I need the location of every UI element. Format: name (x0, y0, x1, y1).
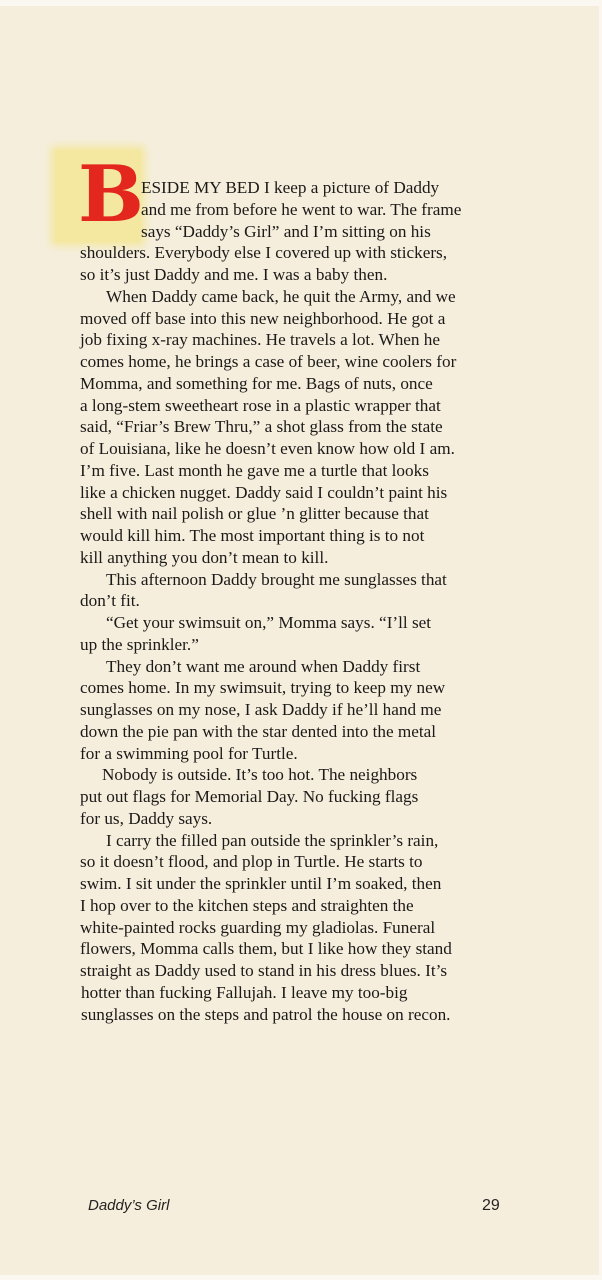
text-line: flowers, Momma calls them, but I like how they stand (80, 939, 452, 959)
story-body (80, 177, 520, 1025)
text-line: comes home. In my swimsuit, trying to keep my new (80, 678, 446, 698)
text-line: said, “Friar’s Brew Thru,” a shot glass from the state (80, 417, 443, 437)
paragraph (80, 177, 520, 286)
text-line: sunglasses on the steps and patrol the house on recon. (81, 1004, 451, 1024)
dropcap-letter: B (78, 149, 144, 240)
text-line: Momma, and something for me. Bags of nuts, once (80, 373, 433, 393)
text-line: Nobody is outside. It’s too hot. The neighbors (102, 765, 418, 785)
paragraph (80, 656, 520, 765)
text-line: don’t fit. (80, 591, 140, 611)
text-line: This afternoon Daddy brought me sunglasses that (106, 569, 447, 589)
text-line: down the pie pan with the star dented into the metal (80, 721, 437, 741)
text-line: so it doesn’t flood, and plop in Turtle. He starts to (80, 852, 423, 872)
text-line: so it’s just Daddy and me. I was a baby then. (80, 265, 388, 284)
text-line: swim. I sit under the sprinkler until I’m soaked, then (80, 874, 442, 893)
running-footer-title: Daddy’s Girl (88, 1197, 170, 1214)
text-line: moved off base into this new neighborhood. He got a (80, 308, 446, 328)
text-line: comes home, he brings a case of beer, wine coolers for (80, 352, 457, 371)
text-line: for a swimming pool for Turtle. (80, 743, 298, 763)
text-line: hotter than fucking Fallujah. I leave my too-big (81, 982, 408, 1002)
paragraph (80, 612, 520, 656)
text-line: I hop over to the kitchen steps and straighten the (80, 895, 414, 915)
text-line: ESIDE MY BED I keep a picture of Daddy (141, 178, 440, 197)
paragraph (80, 830, 520, 1026)
text-line: for us, Daddy says. (80, 808, 213, 828)
text-line: shell with nail polish or glue ’n glitter because that (80, 504, 429, 524)
paragraph (80, 764, 520, 829)
paragraph (80, 286, 520, 569)
text-line: a long-stem sweetheart rose in a plastic wrapper that (80, 395, 441, 415)
text-line: When Daddy came back, he quit the Army, and we (106, 286, 456, 306)
text-line: job fixing x-ray machines. He travels a lot. When he (80, 330, 441, 350)
text-line: I’m five. Last month he gave me a turtle that looks (80, 460, 429, 480)
text-line: put out flags for Memorial Day. No fucking flags (80, 787, 419, 806)
text-line: sunglasses on my nose, I ask Daddy if he’ll hand me (80, 700, 442, 719)
text-line: up the sprinkler.” (80, 634, 199, 654)
text-line: They don’t want me around when Daddy first (106, 656, 421, 676)
text-line: like a chicken nugget. Daddy said I couldn’t paint his (80, 482, 448, 502)
page-top-edge (0, 0, 602, 6)
text-line: straight as Daddy used to stand in his dress blues. It’s (80, 961, 448, 980)
text-line: of Louisiana, like he doesn’t even know how old I am. (80, 439, 455, 458)
text-line: says “Daddy’s Girl” and I’m sitting on his (141, 221, 431, 241)
paragraph (80, 569, 520, 613)
page-number: 29 (482, 1197, 500, 1214)
page-bottom-edge (0, 1275, 602, 1280)
text-line: “Get your swimsuit on,” Momma says. “I’ll set (106, 613, 432, 632)
text-line: would kill him. The most important thing is to not (80, 526, 425, 545)
text-line: I carry the filled pan outside the sprinkler’s rain, (106, 830, 439, 850)
text-line: and me from before he went to war. The frame (141, 199, 462, 219)
text-line: shoulders. Everybody else I covered up with stickers, (80, 243, 448, 263)
text-line: kill anything you don’t mean to kill. (80, 547, 329, 567)
text-line: white-painted rocks guarding my gladiolas. Funeral (80, 917, 436, 937)
